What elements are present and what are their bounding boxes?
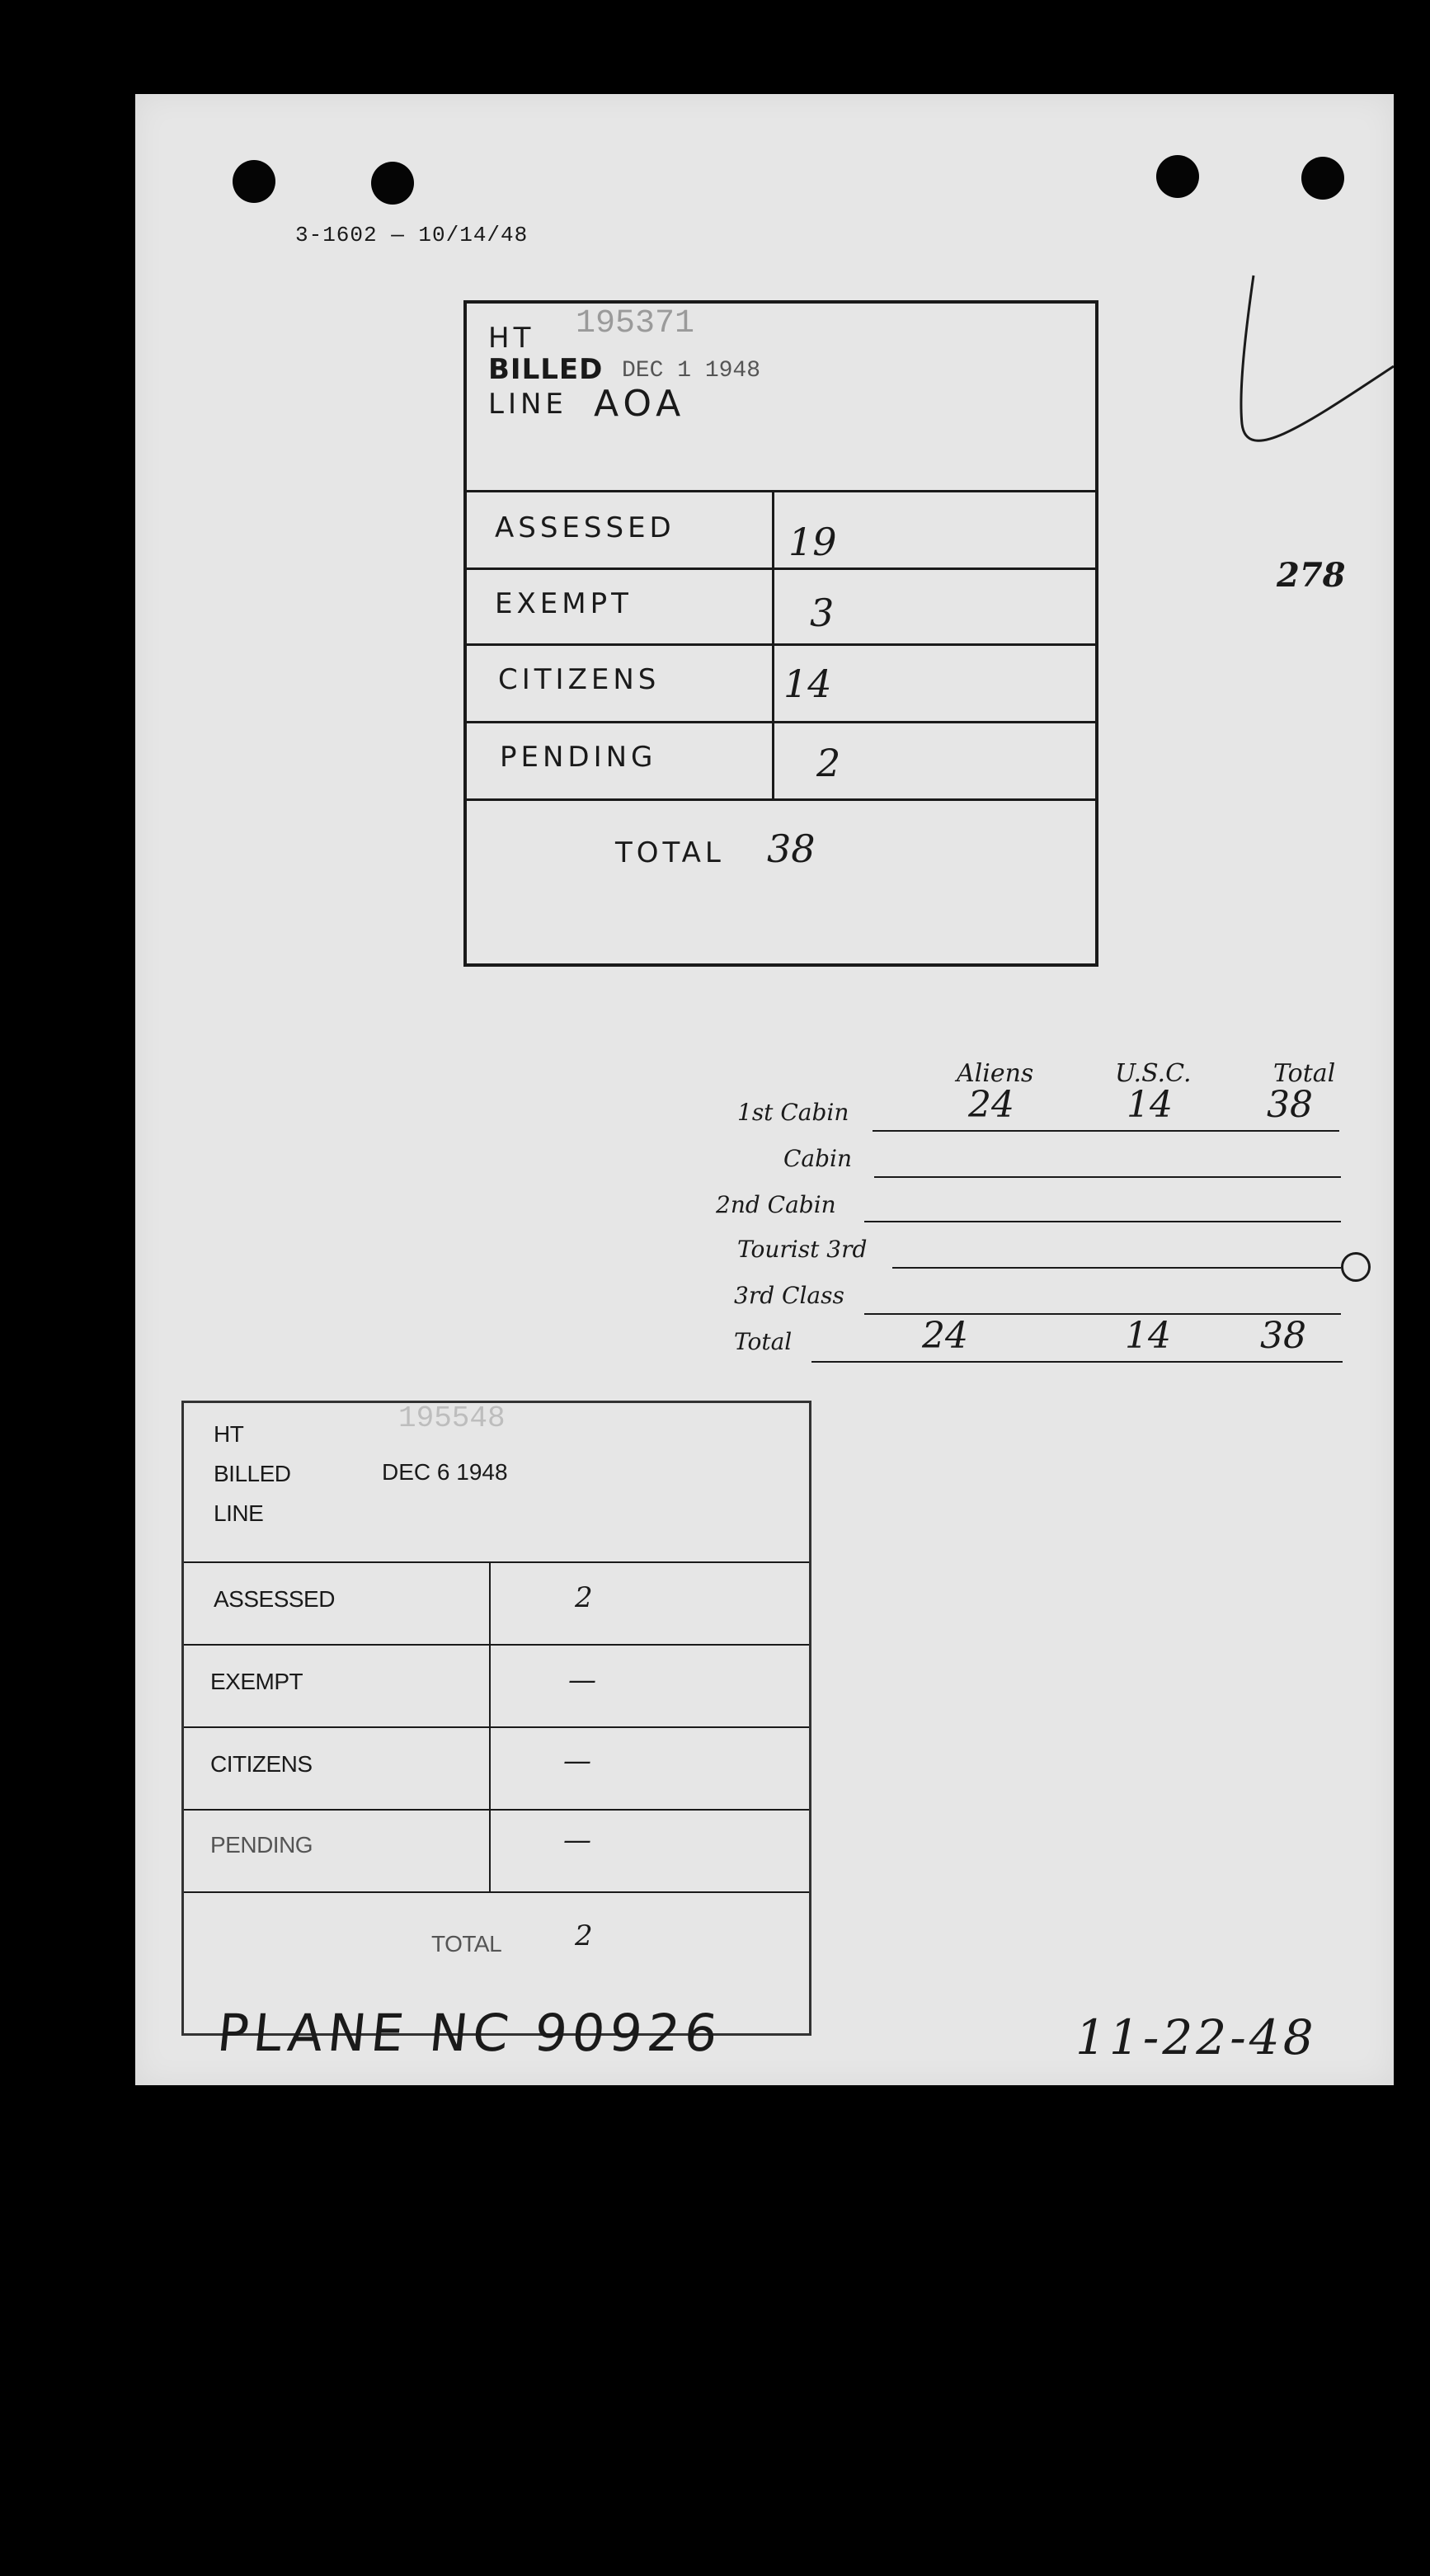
row-label: 1st Cabin	[737, 1099, 849, 1126]
line-label: LINE	[214, 1500, 264, 1526]
billed-label: BILLED	[488, 353, 604, 386]
row-aliens: 24	[968, 1084, 1014, 1126]
row-usc: 14	[1125, 1315, 1171, 1357]
row-aliens: 24	[922, 1315, 968, 1357]
footer-date: 11-22-48	[1075, 2009, 1317, 2065]
total-label: TOTAL	[615, 836, 725, 869]
exempt-value: 3	[810, 591, 835, 635]
row-usc: 14	[1127, 1084, 1173, 1126]
row-total: 38	[1260, 1315, 1306, 1357]
punch-hole	[1301, 157, 1344, 200]
ht-label: HT	[488, 322, 535, 355]
punch-hole	[1156, 155, 1199, 198]
col-total: Total	[1273, 1059, 1336, 1088]
ht-label: HT	[214, 1421, 244, 1447]
citizens-value: —	[563, 1745, 591, 1778]
punch-hole	[371, 162, 414, 205]
page-number: 278	[1277, 556, 1346, 595]
line-value: AOA	[594, 383, 686, 425]
line-label: LINE	[488, 388, 567, 421]
row-label: 2nd Cabin	[716, 1191, 836, 1218]
assessed-value: 2	[575, 1581, 593, 1614]
plane-number: PLANE NC 90926	[214, 2003, 726, 2063]
pending-value: 2	[816, 741, 841, 785]
exempt-label: EXEMPT	[210, 1669, 303, 1694]
total-value: 2	[575, 1919, 593, 1952]
citizens-value: 14	[783, 662, 832, 706]
row-label: Cabin	[783, 1145, 853, 1172]
billed-date: DEC 6 1948	[382, 1459, 508, 1485]
assessed-label: ASSESSED	[495, 511, 675, 544]
row-label: Total	[734, 1328, 793, 1355]
punch-hole	[233, 160, 275, 203]
pending-value: —	[563, 1824, 591, 1857]
billed-label: BILLED	[214, 1461, 291, 1486]
pen-stroke	[1092, 267, 1394, 539]
ht-number: 195548	[398, 1401, 506, 1435]
ht-number: 195371	[576, 305, 695, 342]
exempt-value: —	[568, 1664, 596, 1697]
citizens-label: CITIZENS	[498, 663, 661, 696]
row-label: Tourist 3rd	[737, 1236, 868, 1263]
total-label: TOTAL	[431, 1931, 502, 1957]
pending-label: PENDING	[500, 741, 657, 774]
row-total: 38	[1267, 1084, 1313, 1126]
col-usc: U.S.C.	[1115, 1059, 1192, 1088]
card-1	[463, 300, 1098, 967]
col-aliens: Aliens	[957, 1059, 1034, 1088]
pending-label: PENDING	[210, 1832, 313, 1858]
billed-date: DEC 1 1948	[622, 358, 761, 384]
exempt-label: EXEMPT	[495, 587, 633, 620]
document-page	[135, 94, 1394, 2085]
total-value: 38	[767, 826, 816, 871]
card-2	[181, 1401, 811, 2036]
assessed-label: ASSESSED	[214, 1586, 335, 1612]
citizens-label: CITIZENS	[210, 1751, 313, 1777]
reference-line: 3-1602 — 10/14/48	[295, 223, 529, 247]
circle-mark	[1341, 1252, 1371, 1282]
assessed-value: 19	[788, 520, 837, 564]
row-label: 3rd Class	[734, 1282, 844, 1309]
